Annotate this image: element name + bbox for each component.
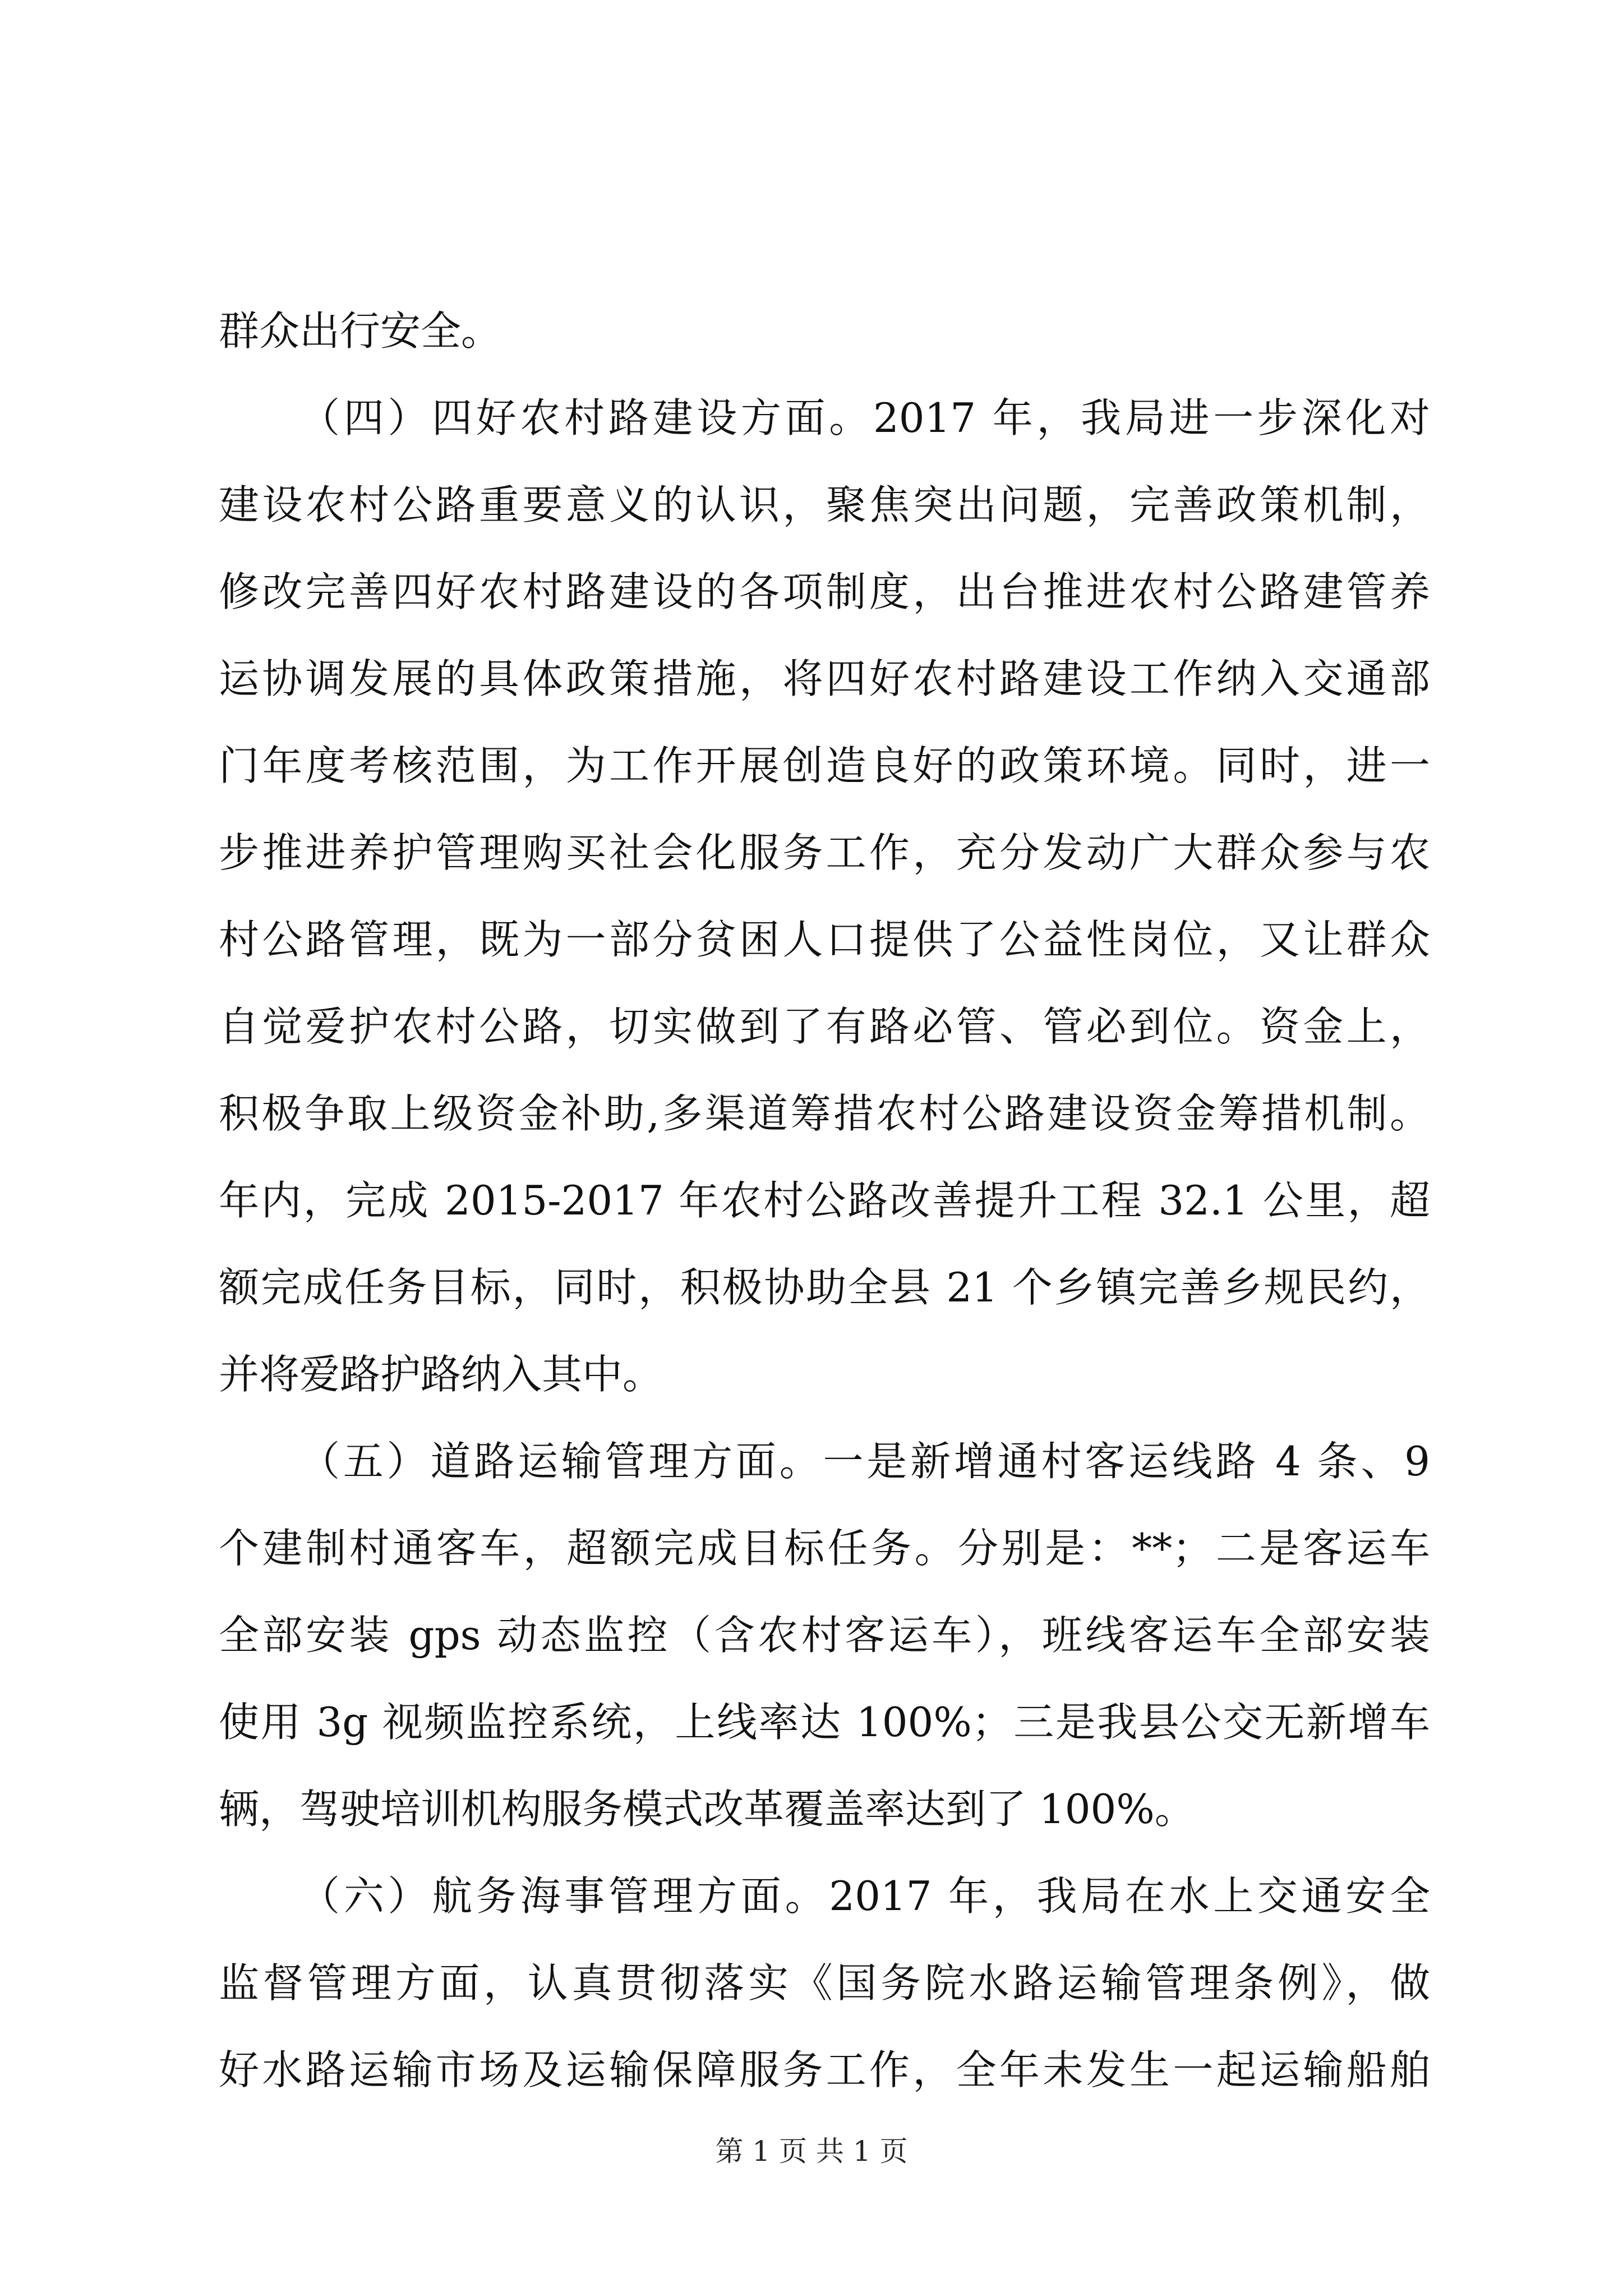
text-line: 积极争取上级资金补助,多渠道筹措农村公路建设资金筹措机制。: [219, 1090, 1430, 1137]
page-number-footer: 第 1 页 共 1 页: [715, 2135, 908, 2168]
text-line: 门年度考核范围，为工作开展创造良好的政策环境。同时，进一: [219, 742, 1430, 789]
paragraph-heading-line: （五）道路运输管理方面。一是新增通村客运线路 4 条、9: [299, 1438, 1430, 1485]
text-line: 使用 3g 视频监控系统，上线率达 100%；三是我县公交无新增车: [219, 1699, 1430, 1746]
paragraph-heading-line: （四）四好农村路建设方面。2017 年，我局进一步深化对: [299, 394, 1430, 441]
text-line: 年内，完成 2015-2017 年农村公路改善提升工程 32.1 公里，超: [219, 1177, 1430, 1224]
text-line: 自觉爱护农村公路，切实做到了有路必管、管必到位。资金上，: [219, 1003, 1430, 1050]
text-line: 辆，驾驶培训机构服务模式改革覆盖率达到了 100%。: [219, 1786, 1195, 1833]
text-line: 额完成任务目标，同时，积极协助全县 21 个乡镇完善乡规民约，: [219, 1264, 1430, 1311]
text-line: 村公路管理，既为一部分贫困人口提供了公益性岗位，又让群众: [219, 916, 1430, 963]
text-line: 全部安装 gps 动态监控（含农村客运车），班线客运车全部安装: [219, 1612, 1430, 1659]
text-line: 监督管理方面，认真贯彻落实《国务院水路运输管理条例》，做: [219, 1959, 1430, 2007]
text-line: 建设农村公路重要意义的认识，聚焦突出问题，完善政策机制，: [219, 481, 1430, 528]
paragraph-heading-line: （六）航务海事管理方面。2017 年，我局在水上交通安全: [299, 1872, 1430, 1920]
text-line: 好水路运输市场及运输保障服务工作，全年未发生一起运输船舶: [219, 2046, 1430, 2093]
text-line: 个建制村通客车，超额完成目标任务。分别是：**；二是客运车: [219, 1525, 1430, 1572]
text-line: 步推进养护管理购买社会化服务工作，充分发动广大群众参与农: [219, 829, 1430, 876]
text-line: 修改完善四好农村路建设的各项制度，出台推进农村公路建管养: [219, 568, 1430, 615]
text-line: 群众出行安全。: [219, 307, 502, 355]
text-line: 并将爱路护路纳入其中。: [219, 1351, 663, 1398]
text-line: 运协调发展的具体政策措施，将四好农村路建设工作纳入交通部: [219, 655, 1430, 702]
